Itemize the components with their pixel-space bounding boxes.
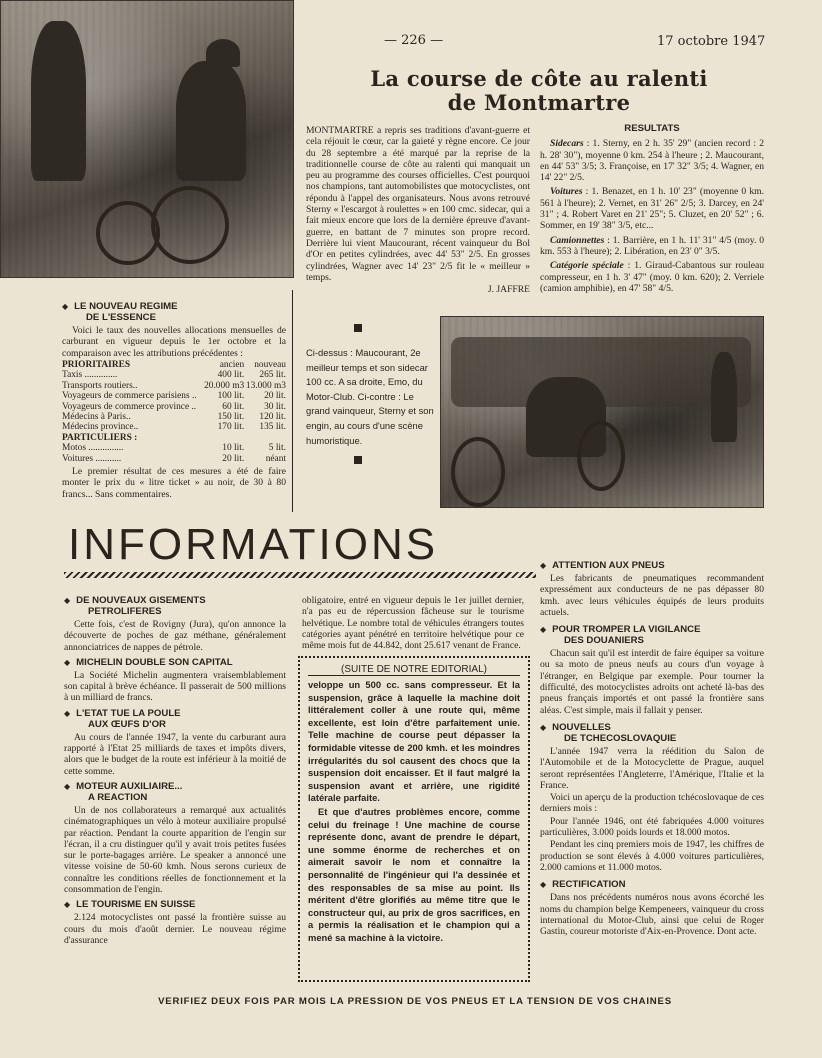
table-header-row: PRIORITAIRES ancien nouveau (62, 359, 286, 370)
table-row: Voitures ........... 20 lit. néant (62, 453, 286, 464)
diamond-icon: ◆ (62, 302, 69, 311)
douaniers-body: Chacun sait qu'il est interdit de faire équiper sa voiture ou sa moto de pneus neufs au cours d'un voyage à l'étranger, en Belgique par exemple. Pour tourner la difficulté, des motocyclistes adroits ont acheté là-bas des pneus français importés et ont passé la frontière sans aléas. C'est simple, mais il fallait y penser. (540, 648, 764, 716)
essence-intro: Voici le taux des nouvelles allocations mensuelles de carburant en vigueur depuis le 1er octobre et la comparaison avec les attributions précédentes : (62, 325, 286, 359)
gisements-title: ◆ DE NOUVEAUX GISEMENTS PETROLIFERES (64, 595, 206, 617)
info-column-left (64, 595, 286, 947)
editorial-box (298, 656, 530, 982)
michelin-title: ◆ MICHELIN DOUBLE SON CAPITAL (64, 656, 233, 668)
rectification-title: ◆ RECTIFICATION (540, 879, 626, 891)
etat-title: ◆ L'ETAT TUE LA POULE AUX ŒUFS D'OR (64, 707, 181, 730)
table-row: Motos ............... 10 lit. 5 lit. (62, 443, 286, 454)
results-heading: RESULTATS (624, 123, 680, 134)
results-item: Catégorie spéciale : 1. Giraud-Cabantous sur rouleau compresseur, en 1 h. 3' 47" (moy. 0 km. 620); 2. Verriele (camion amphibie), en 47' 58" 4/5. (540, 260, 765, 294)
article-title-line2: de Montmartre (447, 90, 631, 115)
tourisme-title: ◆ LE TOURISME EN SUISSE (64, 899, 196, 911)
diamond-icon: ◆ (64, 781, 71, 791)
issue-date: 17 octobre 1947 (657, 34, 766, 49)
article-title (296, 67, 782, 115)
footer-banner: VERIFIEZ DEUX FOIS PAR MOIS LA PRESSION DE VOS PNEUS ET LA TENSION DE VOS CHAINES (158, 996, 672, 1007)
essence-box (62, 301, 286, 501)
editorial-heading: (SUITE DE NOTRE EDITORIAL) (308, 664, 520, 676)
table-row: Médecins province.. 170 lit. 135 lit. (62, 422, 286, 433)
article-body-text: MONTMARTRE a repris ses traditions d'avant-guerre et cela réjouit le cœur, car la gaieté y règne encore. Ce jour du 28 septembre a été marqué par la reprise de la traditionnelle course de côte au ralenti qui manquait un peu au programme des courses officielles. C'est pourquoi nos champions, tant automobilistes que motocyclistes, ont répondu à l'appel des organisateurs. Nous avons retrouvé Sterny « l'escargot à roulettes » en 100 cmc. sidecar, qui a fait mieux encore que lors de la dernière épreuve d'avant-guerre, en battant de 7 minutes son propre record. Derrière lui vient Maucourant, récent vainqueur du Bol d'Or en petites cylindrées, avec 44' 53" 2/5. En grosses cylindrées, Wagner avec 14' 23" 2/5 fit le « meilleur » temps. (306, 125, 530, 283)
diamond-icon: ◆ (540, 722, 547, 732)
tourisme-body: 2.124 motocyclistes ont passé la frontière suisse au cours du mois d'août dernier. Le nouveau régime d'assurance (64, 912, 286, 946)
tourisme-continuation: obligatoire, entré en vigueur depuis le 1er juillet dernier, n'a pas eu de répercussion fâcheuse sur le tourisme helvétique. Le nombre total de véhicules étrangers toutes catégories ayant pénétré en territoire helvétique pour ce même mois fut de 44.842, dont 25.617 venant de France. (302, 595, 524, 652)
article-author: J. JAFFRE (487, 284, 530, 296)
moteur-body: Un de nos collaborateurs a remarqué aux actualités cinématographiques un vélo à moteur auxiliaire propulsé par réaction. Pendant la courte apparition de l'engin sur l'écran, il a cru distinguer qu'il y avait trois petites fusées sur le porte-bagages arrière. Le speaker a annoncé une vitesse voisine de 50-60 kmh. Nous serons curieux de connaître les conditions réelles de fonctionnement et la consommation de l'engin. (64, 804, 286, 896)
rectification-body: Dans nos précédents numéros nous avons écorché les noms du champion belge Kempeneers, vainqueur du cross international du Motor-Club, ainsi que celui de Roger Gastin, coureur motoriste d'Aix-en-Provence. Dont acte. (540, 892, 764, 938)
diamond-icon: ◆ (64, 900, 71, 910)
table-row: Voyageurs de commerce province .. 60 lit. 30 lit. (62, 401, 286, 412)
editorial-body: veloppe un 500 cc. sans compresseur. Et la suspension, grâce à laquelle la machine doit littéralement coller à une route qui, même excellente, est loin d'être parfaitement unie. Telle machine de course peut dépasser la formidable vitesse de 200 kmh. et les moindres irrégularités du sol causent des chocs que la suspension doit encaisser. Et il faut malgré la suspension avant et arrière, une rigidité latérale parfaite. Et que d'autres problèmes encore, comme celui du freinage ! Une machine de course représente donc, avant de prendre le départ, une somme énorme de recherches et on aimerait savoir le nom et connaître la personnalité de l'ingénieur qui l'a dessinée et des responsables de sa mise au point. Ils méritent d'être glorifiés au même titre que le constructeur qui, au prix de gros sacrifices, en a permis la réalisation et le champion qui a mené sa machine à la victoire. (308, 679, 520, 943)
article-montmartre-body (306, 125, 530, 295)
page-number: — 226 — (384, 33, 444, 48)
results-item: Camionnettes : 1. Barrière, en 1 h. 11' 31" 4/5 (moy. 0 km. 553 à l'heure); 2. Libération, en 23' 0" 3/5. (540, 234, 764, 257)
square-bullet-icon (354, 324, 362, 332)
table-row: Taxis .............. 400 lit. 265 lit. (62, 370, 286, 381)
diamond-icon: ◆ (540, 625, 547, 635)
table-subheader-row: PARTICULIERS : (62, 432, 138, 443)
diamond-icon: ◆ (64, 657, 71, 667)
diamond-icon: ◆ (540, 880, 547, 890)
diamond-icon: ◆ (64, 708, 71, 718)
table-row: Voyageurs de commerce parisiens .. 100 lit. 20 lit. (62, 391, 286, 402)
pneus-body: Les fabricants de pneumatiques recommandent expressément aux conducteurs de ne pas dépasser 80 kmh. avec leurs véhicules équipés de leurs produits actuels. (540, 573, 764, 618)
gisements-body: Cette fois, c'est de Rovigny (Jura), qu'on annonce la découverte de poches de gaz méthane, généralement annonciatrices de nappes de pétrole. (64, 619, 286, 653)
diamond-icon: ◆ (540, 561, 547, 570)
article-title-line1: La course de côte au ralenti (370, 66, 708, 91)
essence-conclusion: Le premier résultat de ces mesures a été de faire monter le prix du « litre ticket » au noir, de 30 à 80 francs... Sans commentaires. (62, 465, 286, 500)
info-column-right (540, 530, 764, 938)
photo-caption: Ci-dessus : Maucourant, 2e meilleur temps et son sidecar 100 cc. A sa droite, Emo, du Motor-Club. Ci-contre : Le grand vainqueur, Sterny et son engin, au cours d'une scène humoristique. (306, 347, 434, 446)
results-item: Sidecars : 1. Sterny, en 2 h. 35' 29" (ancien record : 2 h. 28' 30"), moyenne 0 km. 254 à l'heure ; 2. Maucourant, en 44' 53" 3/5; 3. Françoise, en 17' 32" 3/5; 4. Wagner, en 14' 22" 2/5. (540, 138, 764, 184)
essence-title: ◆ LE NOUVEAU REGIME DE L'ESSENCE (62, 301, 178, 323)
tchecoslovaquie-title: ◆ NOUVELLES DE TCHECOSLOVAQUIE (540, 721, 677, 744)
douaniers-title: ◆ POUR TROMPER LA VIGILANCE DES DOUANIERS (540, 624, 701, 647)
square-bullet-icon (354, 456, 362, 464)
etat-body: Au cours de l'année 1947, la vente du carburant aura rapporté à l'Etat 25 milliards de taxes et impôts divers, alors que le budget de la route est inférieur à la moitié de cette somme. (64, 731, 286, 777)
table-row: Médecins à Paris.. 150 lit. 120 lit. (62, 411, 286, 422)
results-column (540, 123, 764, 295)
column-divider (292, 290, 293, 512)
moteur-title: ◆ MOTEUR AUXILIAIRE... A REACTION (64, 780, 183, 803)
pneus-title: ◆ ATTENTION AUX PNEUS (540, 560, 665, 571)
informations-title: INFORMATIONS (68, 520, 439, 569)
diamond-icon: ◆ (64, 596, 71, 605)
essence-table (62, 360, 286, 464)
photo-maucourant-crowd (440, 316, 764, 508)
table-row: Transports routiers.. 20.000 m3 13.000 m3 (62, 380, 286, 391)
photo-sterny-sidecar (0, 0, 294, 278)
michelin-body: La Société Michelin augmentera vraisemblablement son capital à brève échéance. Il passerait de 500 millions à un milliard de francs. (64, 669, 286, 704)
tchecoslovaquie-body: L'année 1947 verra la réédition du Salon de l'Automobile et de la Motocyclette de Prague, auquel seront représentées l'Angleterre, l'Amérique, l'Italie et la France. Voici un aperçu de la production tchécoslovaque de ces derniers mois : Pour l'année 1946, ont été fabriquées 4.000 voitures particulières, 3.000 poids lourds et 18.000 motos. Pendant les cinq premiers mois de 1947, les chiffres de production se sont élevés à 4.000 voitures particulières, 2.000 camions et 11.000 motos. (540, 745, 764, 873)
title-underline (64, 572, 536, 578)
results-item: Voitures : 1. Benazet, en 1 h. 10' 23" (moyenne 0 km. 561 à l'heure); 2. Vernet, en 31' 26" 2/5; 3. Darcey, en 24' 31" ; 4. Robert Varet en 21' 25"; 5. Cluzet, en 20' 52" ; 6. Sommer, en 19' 38" 3/5, etc... (540, 186, 764, 232)
